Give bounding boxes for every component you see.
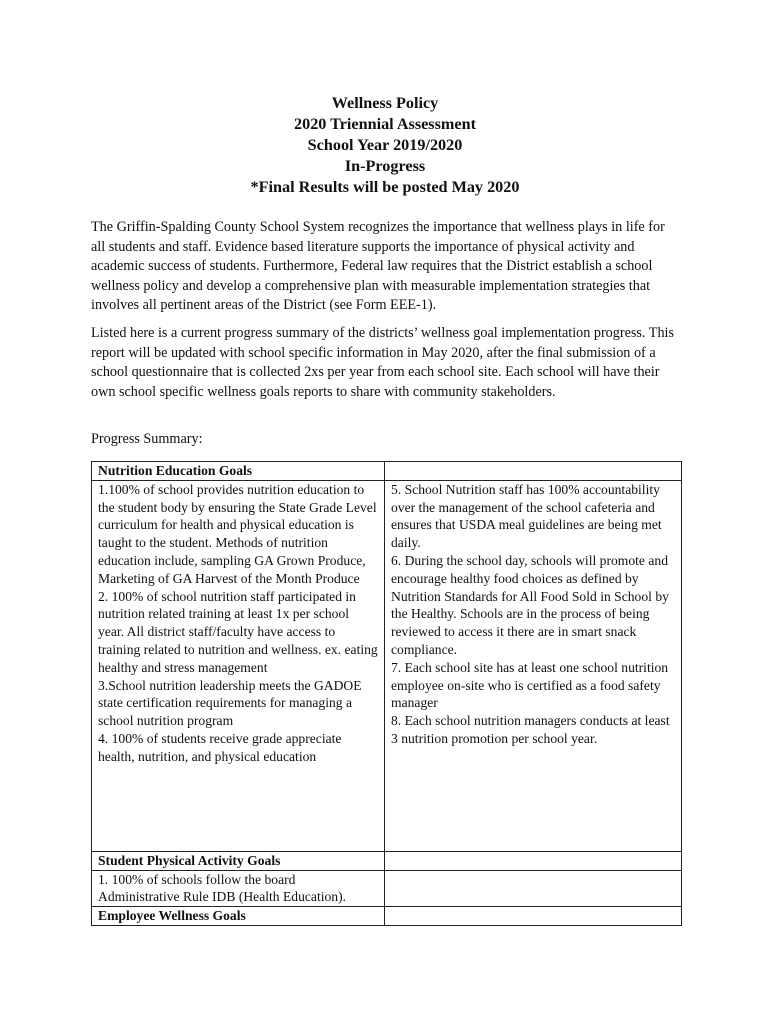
empty-cell [385, 851, 682, 870]
nutrition-goals-heading: Nutrition Education Goals [92, 462, 385, 481]
table-row [92, 851, 682, 870]
employee-wellness-goals-heading: Employee Wellness Goals [92, 907, 385, 926]
nutrition-goal-2: 2. 100% of school nutrition staff participated in nutrition related training at least 1x per school year. All district staff/faculty have access to training related to nutrition and wellness. ex. eating healthy and stress management [98, 588, 378, 675]
title-line-5: *Final Results will be posted May 2020 [250, 178, 520, 196]
goals-table [91, 461, 682, 926]
nutrition-goal-3: 3.School nutrition leadership meets the GADOE state certification requirements for managing a school nutrition program [98, 677, 362, 729]
table-row [92, 870, 682, 907]
document-title-block [0, 93, 770, 198]
physical-activity-goal-1: 1. 100% of schools follow the board Administrative Rule IDB (Health Education). [92, 870, 385, 907]
table-row [92, 480, 682, 851]
nutrition-goal-8: 8. Each school nutrition managers conducts at least 3 nutrition promotion per school year. [391, 713, 670, 746]
empty-cell [385, 907, 682, 926]
title-line-4: In-Progress [344, 157, 426, 175]
table-row [92, 907, 682, 926]
nutrition-goals-right-cell [385, 480, 682, 851]
title-line-2: 2020 Triennial Assessment [294, 115, 476, 133]
table-row [92, 462, 682, 481]
nutrition-goal-6: 6. During the school day, schools will promote and encourage healthy food choices as defined by Nutrition Standards for All Food Sold in School by the Healthy. Schools are in the process of being reviewed to access it there are in smart snack compliance. [391, 552, 669, 657]
intro-paragraph-2: Listed here is a current progress summary of the districts’ wellness goal implementation progress. This report will be updated with school specific information in May 2020, after the final submission of a school questionnaire that is collected 2xs per year from each school site. Each school will have their own school specific wellness goals reports to share with community stakeholders. [91, 325, 674, 400]
nutrition-goal-7: 7. Each school site has at least one school nutrition employee on-site who is certified as a food safety manager [391, 659, 669, 711]
empty-cell [385, 462, 682, 481]
progress-summary-label: Progress Summary: [91, 431, 203, 447]
nutrition-goals-left-cell [92, 480, 385, 851]
nutrition-goal-5: 5. School Nutrition staff has 100% accountability over the management of the school cafeteria and ensures that USDA meal guidelines are being met daily. [391, 481, 662, 551]
intro-paragraph-1: The Griffin-Spalding County School System recognizes the importance that wellness plays in life for all students and staff. Evidence based literature supports the importance of physical activity and academic success of students. Furthermore, Federal law requires that the District establish a school wellness policy and develop a comprehensive plan with measurable implementation strategies that involves all pertinent areas of the District (see Form EEE-1). [91, 219, 665, 314]
title-line-1: Wellness Policy [331, 94, 439, 112]
empty-cell [385, 870, 682, 907]
nutrition-goal-1: 1.100% of school provides nutrition education to the student body by ensuring the State Grade Level curriculum for health and physical education is taught to the student. Methods of nutrition education include, sampling GA Grown Produce, Marketing of GA Harvest of the Month Produce [98, 481, 377, 586]
nutrition-goal-4: 4. 100% of students receive grade appreciate health, nutrition, and physical education [98, 730, 342, 764]
title-line-3: School Year 2019/2020 [307, 136, 463, 154]
physical-activity-goals-heading: Student Physical Activity Goals [92, 851, 385, 870]
